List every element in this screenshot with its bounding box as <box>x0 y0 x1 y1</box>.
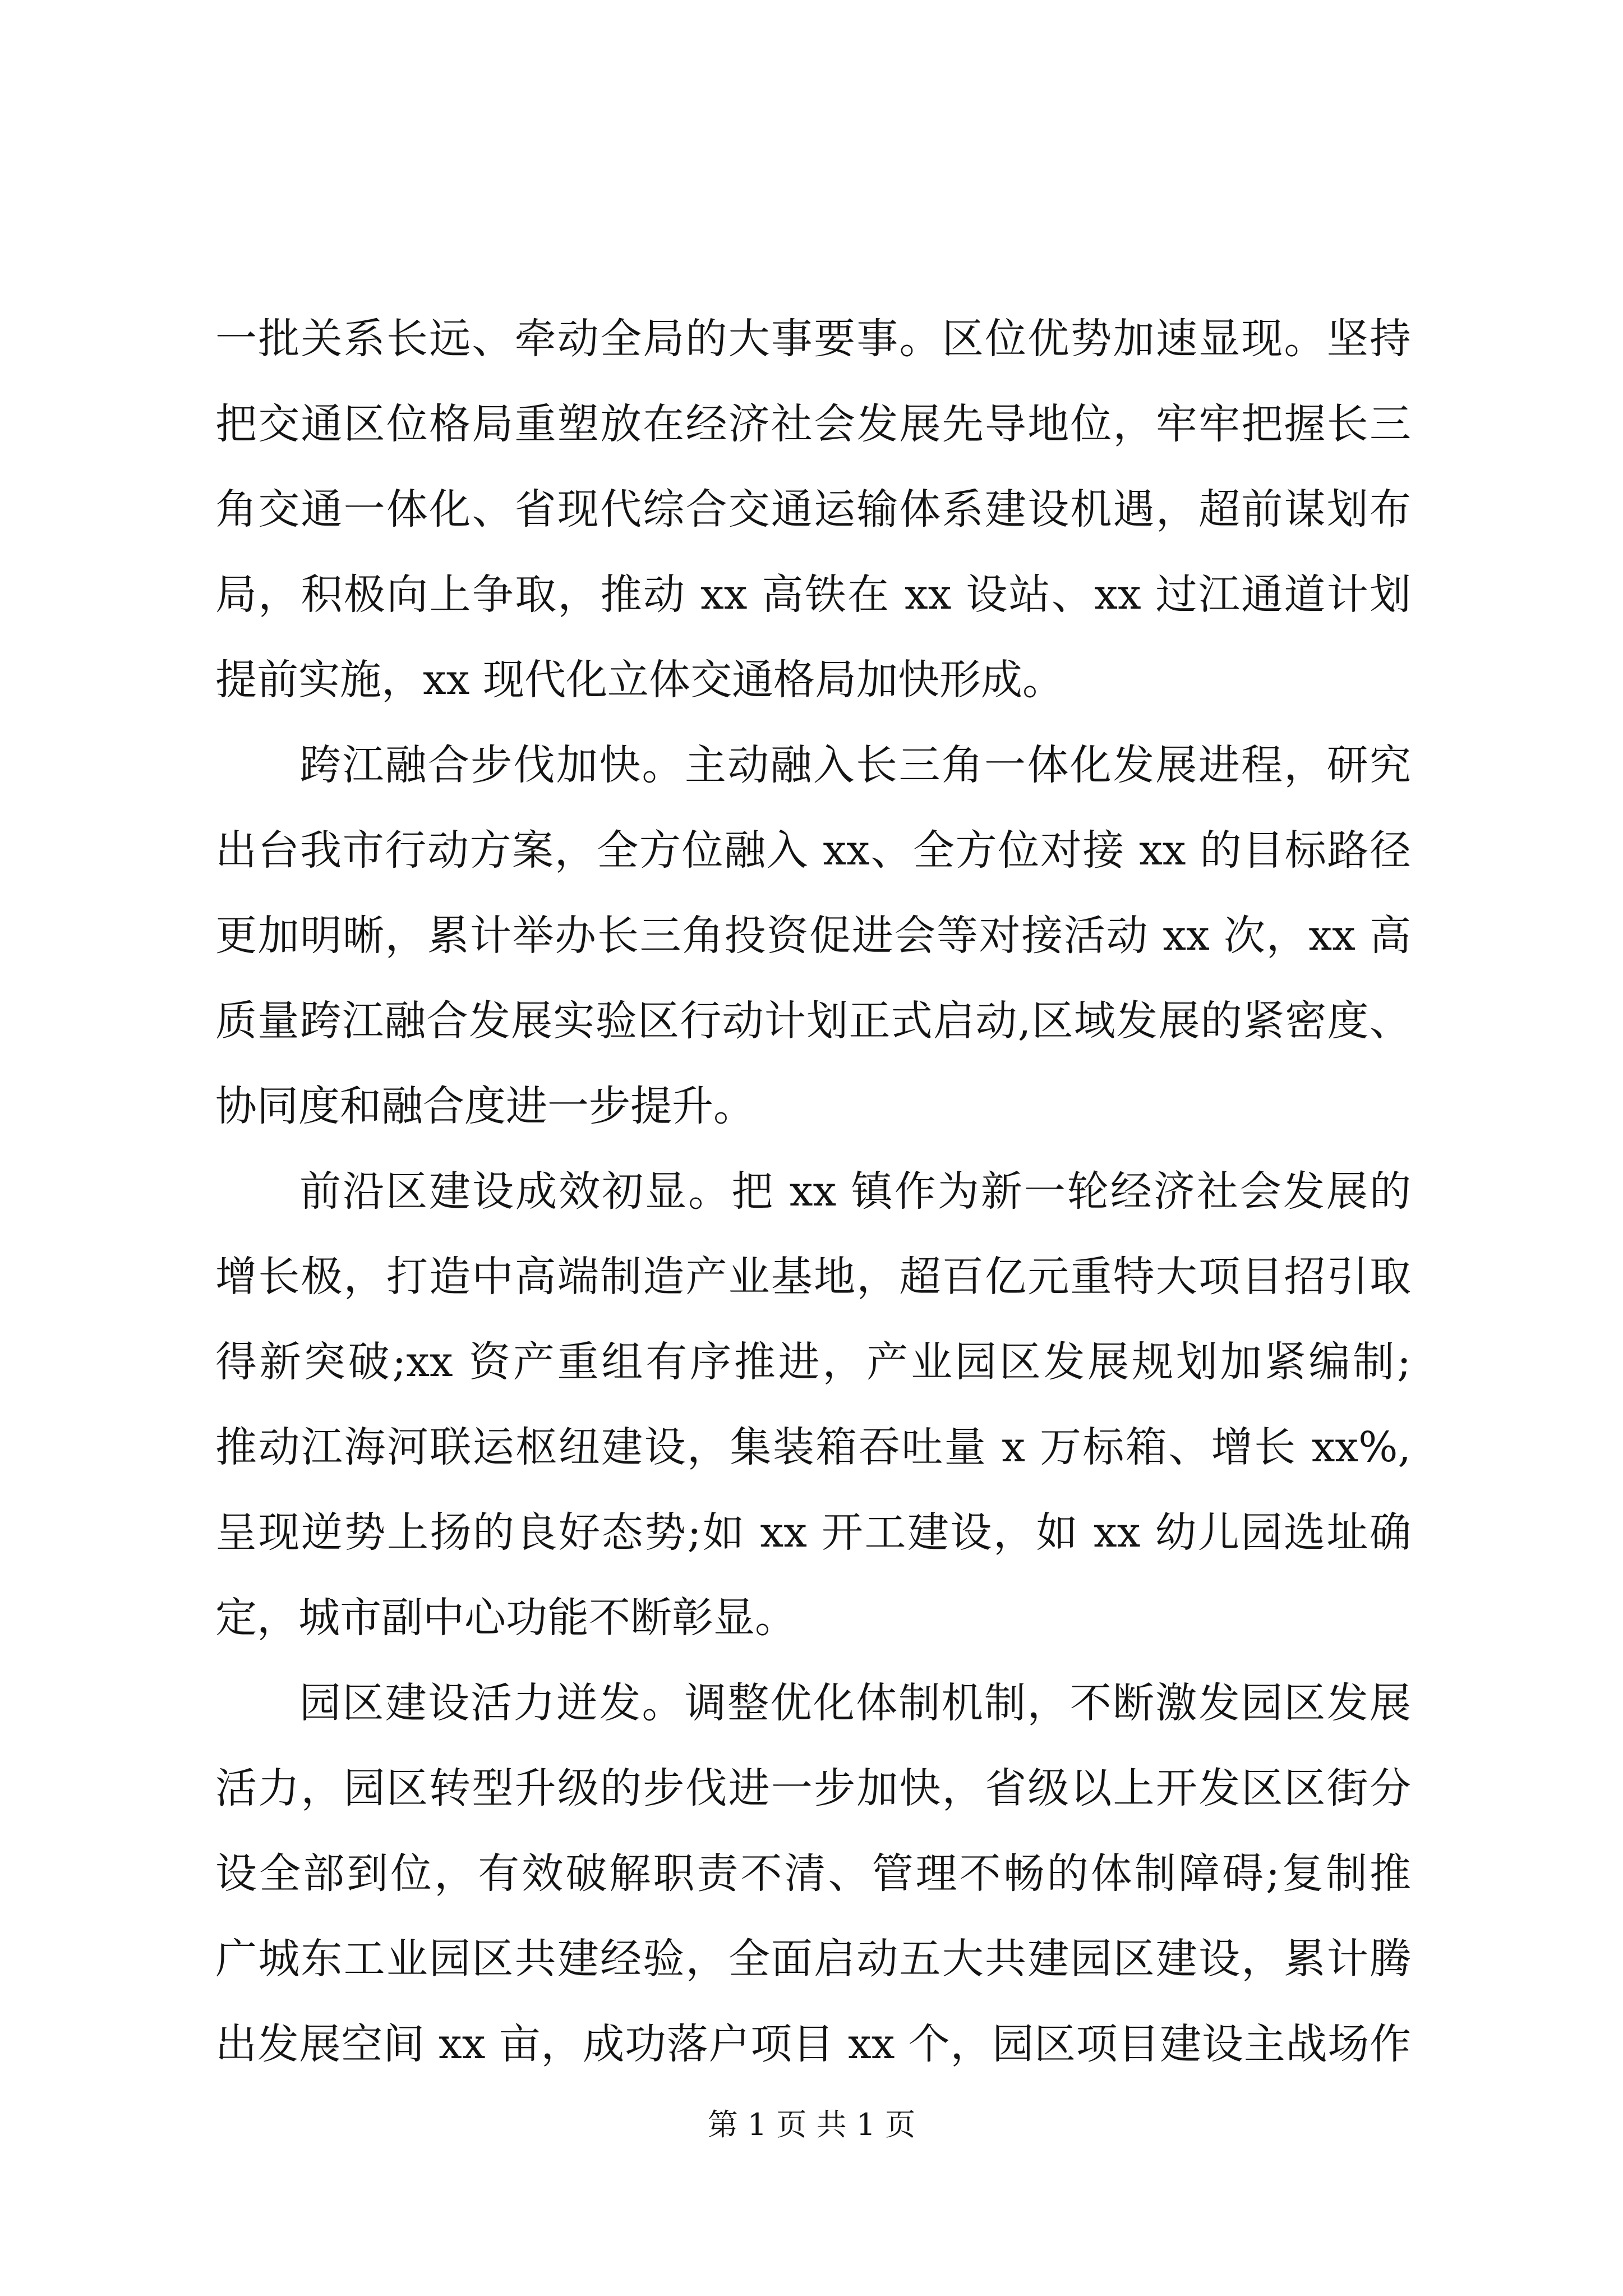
text-line: 把交通区位格局重塑放在经济社会发展先导地位，牢牢把握长三 <box>215 400 1411 448</box>
text-line: 园区建设活力迸发。调整优化体制机制，不断激发园区发展 <box>299 1679 1411 1727</box>
text-line: 活力，园区转型升级的步伐进一步加快，省级以上开发区区街分 <box>215 1764 1411 1812</box>
text-line: 推动江海河联运枢纽建设，集装箱吞吐量 x 万标箱、增长 xx%, <box>215 1423 1411 1471</box>
text-line: 提前实施，xx 现代化立体交通格局加快形成。 <box>215 656 1064 704</box>
paragraph <box>215 1660 1411 2087</box>
text-line: 跨江融合步伐加快。主动融入长三角一体化发展进程，研究 <box>299 741 1411 789</box>
paragraph <box>215 723 1411 1149</box>
text-line: 出台我市行动方案，全方位融入 xx、全方位对接 xx 的目标路径 <box>215 826 1411 875</box>
text-line: 出发展空间 xx 亩，成功落户项目 xx 个，园区项目建设主战场作 <box>215 2020 1411 2068</box>
text-line: 广城东工业园区共建经验，全面启动五大共建园区建设，累计腾 <box>215 1935 1411 1983</box>
text-line: 一批关系长远、牵动全局的大事要事。区位优势加速显现。坚持 <box>215 315 1411 363</box>
text-line: 设全部到位，有效破解职责不清、管理不畅的体制障碍;复制推 <box>215 1849 1411 1898</box>
paragraph <box>215 1149 1411 1660</box>
text-line: 协同度和融合度进一步提升。 <box>215 1082 755 1130</box>
page-footer: 第 1 页 共 1 页 <box>707 2107 916 2142</box>
text-line: 角交通一体化、省现代综合交通运输体系建设机遇，超前谋划布 <box>215 485 1411 533</box>
text-line: 呈现逆势上扬的良好态势;如 xx 开工建设，如 xx 幼儿园选址确 <box>215 1508 1411 1557</box>
text-line: 增长极，打造中高端制造产业基地，超百亿元重特大项目招引取 <box>215 1253 1411 1301</box>
text-line: 质量跨江融合发展实验区行动计划正式启动,区域发展的紧密度、 <box>215 997 1411 1045</box>
text-line: 定，城市副中心功能不断彰显。 <box>215 1594 796 1642</box>
text-line: 局，积极向上争取，推动 xx 高铁在 xx 设站、xx 过江通道计划 <box>215 570 1411 619</box>
paragraph <box>215 296 1411 723</box>
text-line: 前沿区建设成效初显。把 xx 镇作为新一轮经济社会发展的 <box>299 1167 1411 1216</box>
document-body <box>215 296 1411 2087</box>
text-line: 更加明晰，累计举办长三角投资促进会等对接活动 xx 次，xx 高 <box>215 912 1411 960</box>
text-line: 得新突破;xx 资产重组有序推进，产业园区发展规划加紧编制; <box>215 1338 1411 1386</box>
